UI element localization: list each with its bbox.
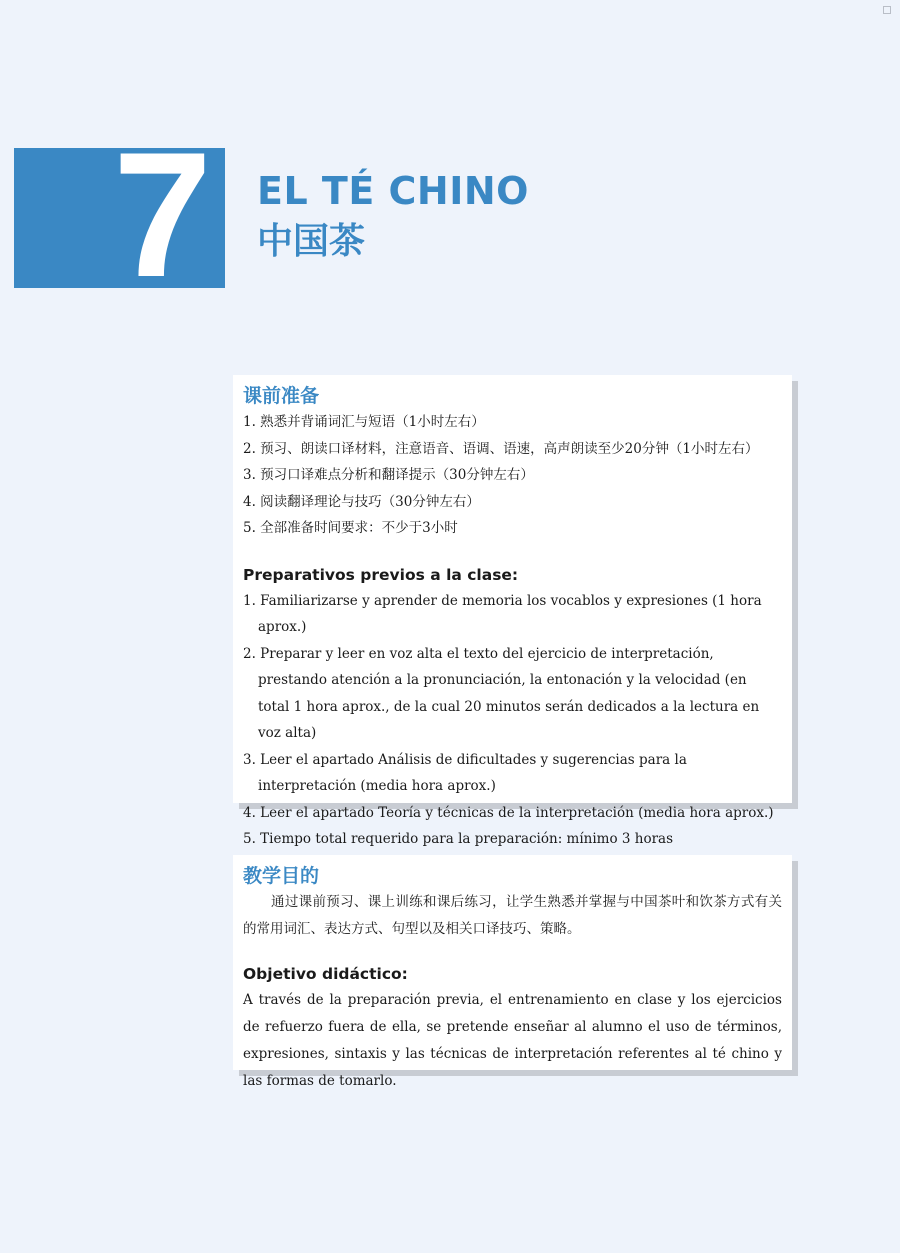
list-item: 4. Leer el apartado Teoría y técnicas de la interpretación (media hora aprox.) bbox=[243, 804, 774, 821]
chapter-title-spanish: EL TÉ CHINO bbox=[257, 169, 529, 213]
preparation-list-chinese bbox=[243, 409, 782, 542]
list-item: 2. 预习、朗读口译材料，注意语音、语调、语速，高声朗读至少20分钟（1小时左右） bbox=[243, 440, 759, 457]
chapter-number: 7 bbox=[113, 115, 208, 314]
list-item: 3. 预习口译难点分析和翻译提示（30分钟左右） bbox=[243, 467, 534, 483]
list-item: 5. 全部准备时间要求：不少于3小时 bbox=[243, 520, 458, 536]
objective-heading-chinese: 教学目的 bbox=[243, 865, 320, 887]
corner-crop-mark bbox=[883, 6, 891, 14]
list-item: 1. 熟悉并背诵词汇与短语（1小时左右） bbox=[243, 414, 485, 430]
objective-heading-spanish: Objetivo didáctico: bbox=[243, 965, 408, 983]
list-item: 1. Familiarizarse y aprender de memoria los vocablos y expresiones (1 hora aprox.) bbox=[243, 592, 762, 635]
objective-text-chinese: 通过课前预习、课上训练和课后练习，让学生熟悉并掌握与中国茶叶和饮茶方式有关的常用词汇、表达方式、句型以及相关口译技巧、策略。 bbox=[243, 894, 782, 937]
objective-card bbox=[233, 855, 792, 1089]
chapter-title-chinese: 中国茶 bbox=[257, 221, 366, 262]
preparation-list-spanish bbox=[243, 588, 782, 853]
list-item: 3. Leer el apartado Análisis de dificultades y sugerencias para la interpretación (media hora aprox.) bbox=[243, 751, 687, 794]
list-item: 2. Preparar y leer en voz alta el texto del ejercicio de interpretación, prestando atención a la pronunciación, la entonación y la velocidad (en total 1 hora aprox., de la cual 20 minutos serán dedicados a la lectura en voz alta) bbox=[243, 645, 760, 741]
list-item: 4. 阅读翻译理论与技巧（30分钟左右） bbox=[243, 493, 480, 510]
list-item: 5. Tiempo total requerido para la preparación: mínimo 3 horas bbox=[243, 831, 674, 847]
preparation-card bbox=[233, 375, 792, 847]
preparation-heading-spanish: Preparativos previos a la clase: bbox=[243, 565, 519, 584]
preparation-heading-chinese: 课前准备 bbox=[243, 385, 320, 407]
objective-text-spanish: A través de la preparación previa, el entrenamiento en clase y los ejercicios de refuerzo fuera de ella, se pretende enseñar al alumno el uso de términos, expresiones, sintaxis y las técnicas de interpretación referentes al té chino y las formas de tomarlo. bbox=[243, 992, 782, 1089]
